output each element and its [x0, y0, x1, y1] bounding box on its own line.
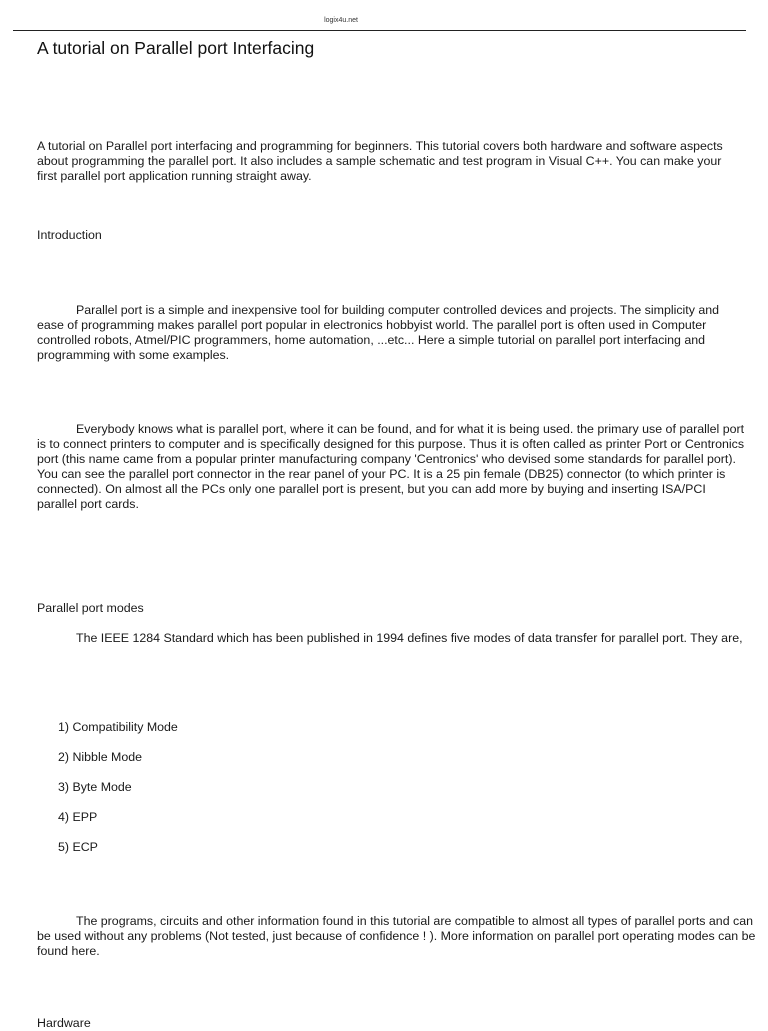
section-heading-introduction: Introduction: [37, 228, 102, 242]
list-item-mode-2: 2) Nibble Mode: [58, 750, 143, 764]
section-heading-modes: Parallel port modes: [37, 601, 144, 615]
introduction-paragraph-1: [37, 303, 749, 363]
list-item-mode-4: 4) EPP: [58, 810, 98, 824]
list-item-mode-3: 3) Byte Mode: [58, 780, 132, 794]
header-divider: [13, 30, 746, 31]
list-item-mode-1: 1) Compatibility Mode: [58, 720, 178, 734]
introduction-paragraph-2-text: Everybody knows what is parallel port, where it can be found, and for what it is being used. the primary use of parallel port is to connect printers to computer and is specifically designed for this purpose. Thus it is often called as printer Port or Centronics port (this name came from a popular printer manufacturing company 'Centronics' who devised some standards for parallel port). You can see the parallel port connector in the rear panel of your PC. It is a 25 pin female (DB25) connector (to which printer is connected). On almost all the PCs only one parallel port is present, but you can add more by buying and inserting ISA/PCI parallel port cards.: [37, 422, 745, 511]
intro-paragraph: [37, 139, 737, 184]
compatibility-paragraph: [37, 914, 761, 959]
section-heading-hardware: Hardware: [37, 1016, 91, 1030]
introduction-paragraph-2: [37, 422, 749, 512]
site-domain: logix4u.net: [324, 17, 358, 24]
page-title: A tutorial on Parallel port Interfacing: [37, 38, 315, 58]
list-item-mode-5: 5) ECP: [58, 840, 98, 854]
compatibility-paragraph-text: The programs, circuits and other information found in this tutorial are compatible to almost all types of parallel ports and can be used without any problems (Not tested, just because of confidence ! ). More information on parallel port operating modes can be found here.: [37, 914, 756, 958]
modes-paragraph: [37, 631, 749, 646]
introduction-paragraph-1-text: Parallel port is a simple and inexpensive tool for building computer controlled devices and projects. The simplicity and ease of programming makes parallel port popular in electronics hobbyist world. The parallel port is often used in Computer controlled robots, Atmel/PIC programmers, home automation, ...etc... Here a simple tutorial on parallel port interfacing and programming with some examples.: [37, 303, 720, 362]
intro-paragraph-text: A tutorial on Parallel port interfacing and programming for beginners. This tutorial covers both hardware and software aspects about programming the parallel port. It also includes a sample schematic and test program in Visual C++. You can make your first parallel port application running straight away.: [37, 139, 723, 183]
modes-paragraph-text: The IEEE 1284 Standard which has been published in 1994 defines five modes of data transfer for parallel port. They are,: [76, 631, 743, 645]
